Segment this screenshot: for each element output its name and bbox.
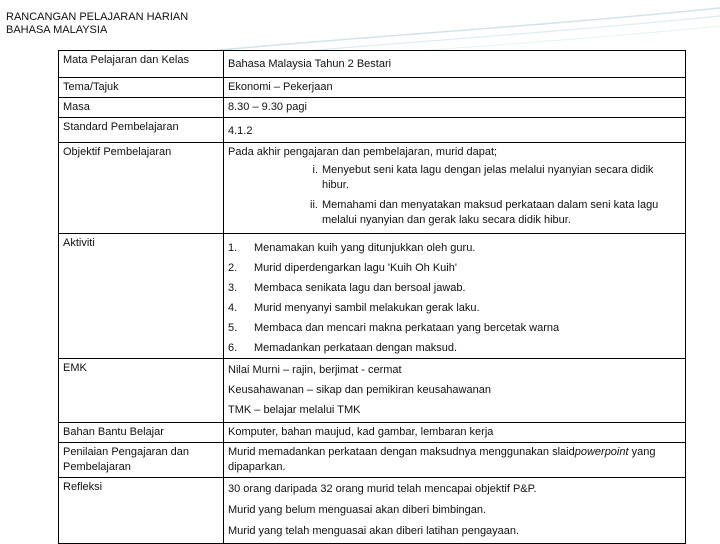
emk-value: Nilai Murni – rajin, berjimat - cermat xyxy=(228,364,402,376)
objective-item-text: Menyebut seni kata lagu dengan jelas melalui nyanyian secara didik hibur. xyxy=(322,164,654,191)
activity-text: Memadankan perkataan dengan maksud. xyxy=(254,342,458,354)
title-line-1: RANCANGAN PELAJARAN HARIAN xyxy=(6,11,189,23)
objective-item-text: Memahami dan menyatakan maksud perkataan dalam seni kata lagu melalui nyanyian dan gerak laku secara didik hibur. xyxy=(322,199,659,226)
objective-item-number: ii. xyxy=(310,199,318,211)
objective-item xyxy=(300,198,681,228)
activity-item xyxy=(228,341,681,356)
activity-text: Membaca senikata lagu dan bersoal jawab. xyxy=(254,282,466,294)
activity-item xyxy=(228,321,681,336)
objective-item-number: i. xyxy=(312,164,318,176)
row-subject xyxy=(59,51,686,78)
subject-label: Mata Pelajaran dan Kelas xyxy=(59,51,224,78)
assessment-label: Penilaian Pengajaran dan Pembelajaran xyxy=(59,443,224,478)
activity-number: 4. xyxy=(228,302,238,314)
activity-number: 5. xyxy=(228,322,238,334)
emk-value: TMK – belajar melalui TMK xyxy=(228,404,361,416)
row-reflection xyxy=(59,478,686,544)
activity-text: Membaca dan mencari makna perkataan yang bercetak warna xyxy=(254,322,560,334)
reflection-label: Refleksi xyxy=(59,478,224,544)
aids-value: Komputer, bahan maujud, kad gambar, lembaran kerja xyxy=(224,423,686,443)
reflection-cell xyxy=(224,478,686,544)
activity-number: 3. xyxy=(228,282,238,294)
row-time xyxy=(59,98,686,118)
row-activities xyxy=(59,234,686,359)
activity-item xyxy=(228,261,681,276)
time-value: 8.30 – 9.30 pagi xyxy=(224,98,686,118)
emk-label: EMK xyxy=(59,359,224,423)
objective-intro: Pada akhir pengajaran dan pembelajaran, murid dapat; xyxy=(228,146,498,158)
assessment-text: Murid memadankan perkataan dengan maksudnya menggunakan slaid xyxy=(228,446,575,458)
activity-number: 6. xyxy=(228,342,238,354)
emk-value: Keusahawanan – sikap dan pemikiran keusahawanan xyxy=(228,384,491,396)
standard-value: 4.1.2 xyxy=(224,118,686,143)
activity-text: Menamakan kuih yang ditunjukkan oleh guru. xyxy=(254,242,476,254)
row-objective xyxy=(59,143,686,234)
theme-label: Tema/Tajuk xyxy=(59,78,224,98)
lesson-plan-table xyxy=(58,50,686,544)
activity-text: Murid diperdengarkan lagu 'Kuih Oh Kuih' xyxy=(254,262,457,274)
title-line-2: BAHASA MALAYSIA xyxy=(6,24,108,36)
activities-cell xyxy=(224,234,686,359)
theme-value: Ekonomi – Pekerjaan xyxy=(224,78,686,98)
assessment-text-italic: powerpoint xyxy=(574,446,629,458)
activity-text: Murid menyanyi sambil melakukan gerak laku. xyxy=(254,302,480,314)
page-title xyxy=(6,11,188,37)
assessment-text-rest: yang dipaparkan. xyxy=(228,446,656,473)
row-assessment xyxy=(59,443,686,478)
row-emk xyxy=(59,359,686,423)
aids-label: Bahan Bantu Belajar xyxy=(59,423,224,443)
reflection-value: Murid yang telah menguasai akan diberi latihan pengayaan. xyxy=(228,525,520,537)
activity-number: 1. xyxy=(228,242,238,254)
objective-label: Objektif Pembelajaran xyxy=(59,143,224,234)
row-standard xyxy=(59,118,686,143)
standard-label: Standard Pembelajaran xyxy=(59,118,224,143)
row-aids xyxy=(59,423,686,443)
activities-label: Aktiviti xyxy=(59,234,224,359)
activity-item xyxy=(228,301,681,316)
objective-cell xyxy=(224,143,686,234)
assessment-cell xyxy=(224,443,686,478)
reflection-value: 30 orang daripada 32 orang murid telah mencapai objektif P&P. xyxy=(228,483,537,495)
emk-cell xyxy=(224,359,686,423)
activity-item xyxy=(228,241,681,256)
row-theme xyxy=(59,78,686,98)
objective-item xyxy=(300,163,681,193)
time-label: Masa xyxy=(59,98,224,118)
activity-item xyxy=(228,281,681,296)
activity-number: 2. xyxy=(228,262,238,274)
subject-value: Bahasa Malaysia Tahun 2 Bestari xyxy=(224,51,686,78)
reflection-value: Murid yang belum menguasai akan diberi bimbingan. xyxy=(228,504,487,516)
